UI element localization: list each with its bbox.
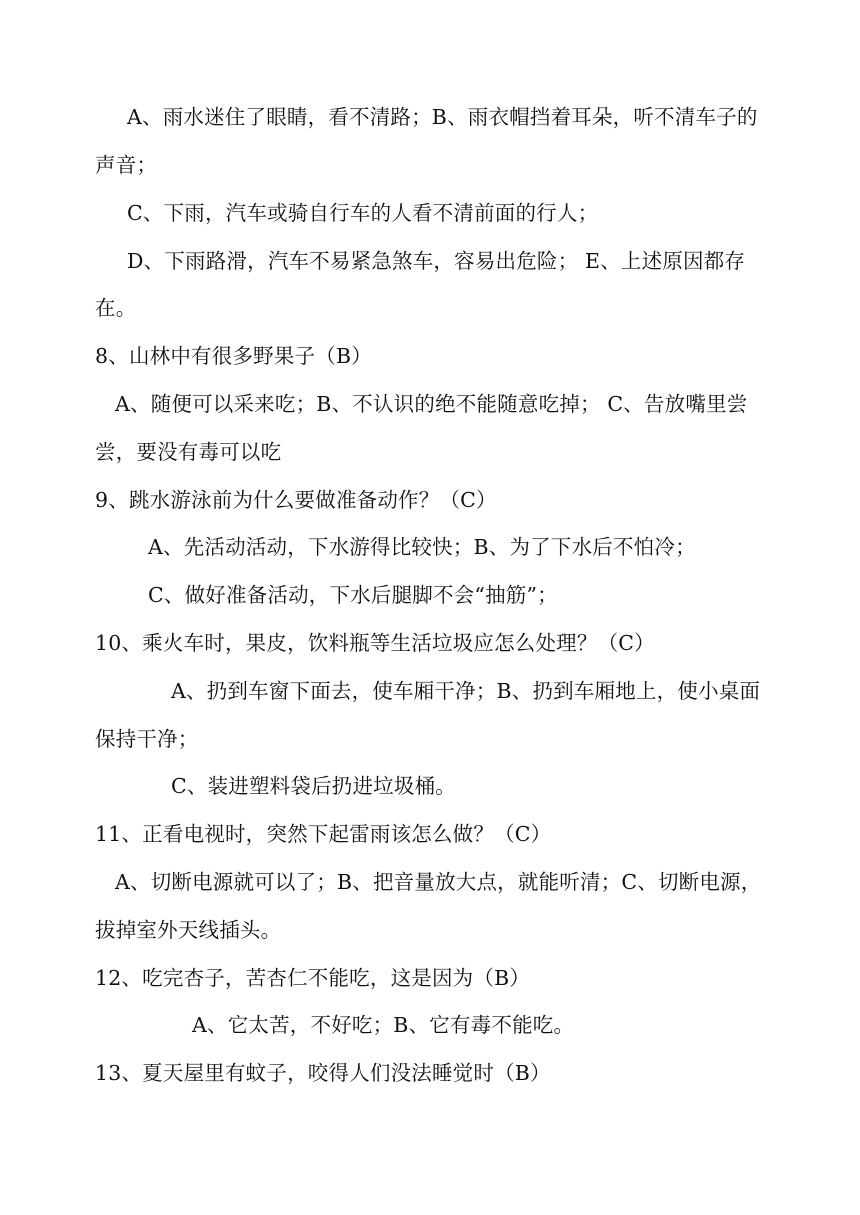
- q10-option-c: C、装进塑料袋后扔进垃圾桶。: [171, 774, 456, 798]
- q10-options-ab-cont: 保持干净；: [95, 727, 199, 751]
- q9-question: 9、跳水游泳前为什么要做准备动作？（C）: [95, 488, 497, 512]
- q12-question: 12、吃完杏子，苦杏仁不能吃，这是因为（B）: [95, 966, 531, 990]
- q11-options-cont: 拔掉室外天线插头。: [95, 918, 282, 942]
- q11-question: 11、正看电视时，突然下起雷雨该怎么做？（C）: [95, 822, 552, 846]
- q8-options: A、随便可以采来吃；B、不认识的绝不能随意吃掉； C、告放嘴里尝: [115, 392, 748, 416]
- q9-options-ab: A、先活动活动，下水游得比较快；B、为了下水后不怕冷；: [148, 535, 696, 559]
- q10-options-ab: A、扔到车窗下面去，使车厢干净；B、扔到车厢地上，使小桌面: [171, 679, 761, 703]
- q8-question: 8、山林中有很多野果子（B）: [95, 344, 372, 368]
- q8-options-cont: 尝，要没有毒可以吃: [95, 440, 282, 464]
- q10-question: 10、乘火车时，果皮，饮料瓶等生活垃圾应怎么处理？（C）: [95, 631, 655, 655]
- q9-option-c: C、做好准备活动，下水后腿脚不会“抽筋”；: [148, 583, 558, 607]
- q13-question: 13、夏天屋里有蚊子，咬得人们没法睡觉时（B）: [95, 1061, 551, 1085]
- q7-options-ab: A、雨水迷住了眼睛，看不清路；B、雨衣帽挡着耳朵，听不清车子的: [127, 105, 758, 129]
- q7-options-de: D、下雨路滑，汽车不易紧急煞车，容易出危险； E、上述原因都存: [127, 249, 746, 273]
- q7-options-ab-cont: 声音；: [95, 153, 158, 177]
- q12-options: A、它太苦，不好吃；B、它有毒不能吃。: [192, 1013, 575, 1037]
- q7-options-de-cont: 在。: [95, 296, 137, 320]
- q11-options: A、切断电源就可以了；B、把音量放大点，就能听清；C、切断电源，: [115, 870, 762, 894]
- q7-option-c: C、下雨，汽车或骑自行车的人看不清前面的行人；: [127, 201, 599, 225]
